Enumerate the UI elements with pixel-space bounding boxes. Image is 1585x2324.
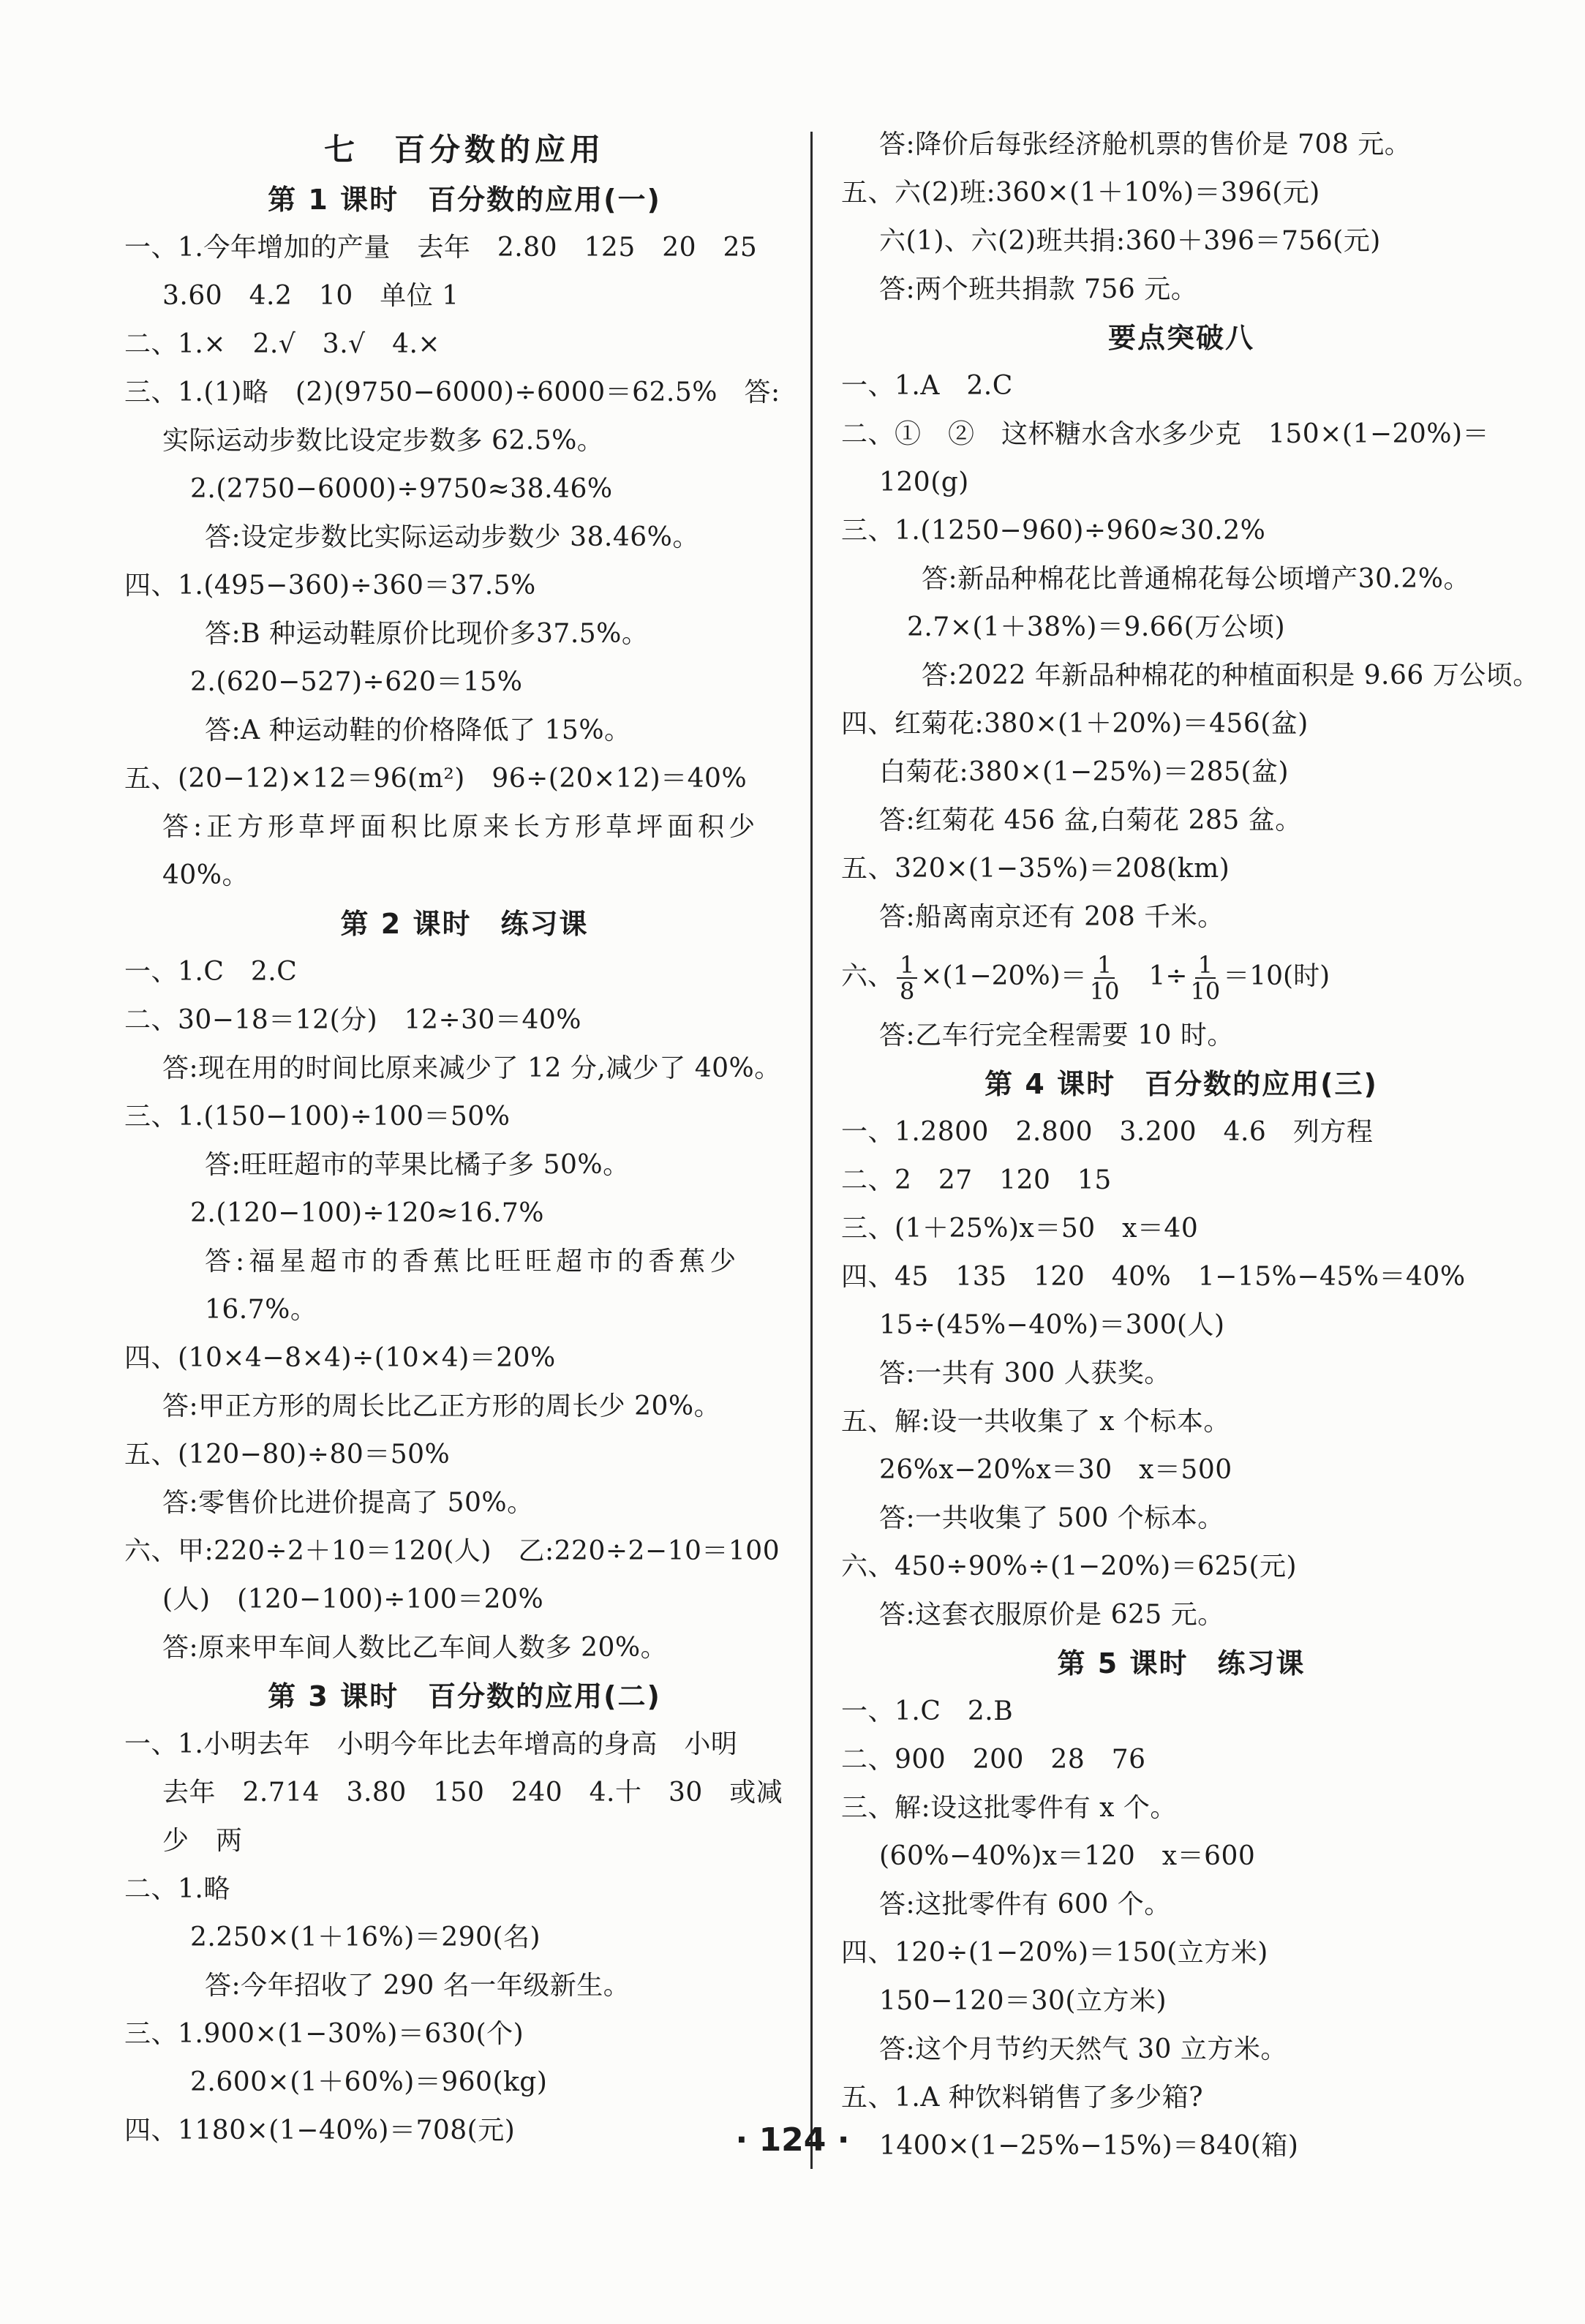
answer-line: 答:旺旺超市的苹果比橘子多 50%。	[205, 1150, 630, 1180]
expression-text: ＝10(时)	[1223, 961, 1330, 991]
answer-line: 3.60 4.2 10 单位 1	[162, 281, 459, 311]
answer-line: 一、1.A 2.C	[841, 371, 1013, 401]
fraction-denominator: 8	[900, 977, 915, 1005]
question-number: 六、	[841, 961, 895, 991]
answer-line: 五、解:设一共收集了 x 个标本。	[841, 1407, 1230, 1437]
answer-line: 一、1.今年增加的产量 去年 2.80 125 20 25	[124, 233, 758, 263]
answer-line: 2.600×(1＋60%)＝960(kg)	[190, 2067, 548, 2097]
answer-line: 答:船离南京还有 208 千米。	[879, 902, 1224, 932]
answer-line: 五、320×(1−35%)＝208(km)	[841, 854, 1230, 884]
answer-line: 四、1180×(1−40%)＝708(元)	[124, 2116, 516, 2146]
left-column	[124, 124, 805, 2155]
answer-line: 答:甲正方形的周长比乙正方形的周长少 20%。	[162, 1391, 721, 1421]
fraction-numerator: 1	[1094, 952, 1115, 979]
section-title: 第 3 课时 百分数的应用(二)	[268, 1680, 661, 1712]
answer-line: (60%−40%)x＝120 x＝600	[879, 1841, 1256, 1871]
fraction	[897, 952, 917, 1004]
answer-line: 五、六(2)班:360×(1＋10%)＝396(元)	[841, 178, 1320, 208]
answer-line: 2.(120−100)÷120≈16.7%	[190, 1198, 544, 1228]
answer-line: 二、1.略	[124, 1874, 230, 1904]
answer-line: 答:红菊花 456 盆,白菊花 285 盆。	[879, 805, 1302, 835]
answer-line: 答:设定步数比实际运动步数少 38.46%。	[205, 522, 699, 552]
fraction	[1191, 952, 1221, 1004]
answer-line: 一、1.小明去年 小明今年比去年增高的身高 小明	[124, 1729, 738, 1759]
column-divider	[810, 132, 813, 2169]
answer-line: (人) (120−100)÷100＝20%	[162, 1584, 544, 1614]
answer-line: 六(1)、六(2)班共捐:360＋396＝756(元)	[879, 226, 1381, 256]
answer-line: 答:乙车行完全程需要 10 时。	[879, 1020, 1234, 1050]
answer-line: 答:B 种运动鞋原价比现价多37.5%。	[205, 619, 649, 649]
expression-text: ×(1−20%)＝	[920, 961, 1087, 991]
answer-line: 答:原来甲车间人数比乙车间人数多 20%。	[162, 1633, 668, 1663]
answer-line: 二、2 27 120 15	[841, 1165, 1112, 1195]
answer-line: 三、解:设这批零件有 x 个。	[841, 1793, 1177, 1823]
answer-line: 二、30−18＝12(分) 12÷30＝40%	[124, 1005, 581, 1035]
answer-line: 答:这套衣服原价是 625 元。	[879, 1600, 1224, 1630]
answer-line: 120(g)	[879, 467, 969, 497]
page-number: · 124 ·	[735, 2121, 850, 2159]
answer-line: 2.250×(1＋16%)＝290(名)	[190, 1922, 541, 1952]
fraction-denominator: 10	[1089, 977, 1120, 1005]
answer-line: 去年 2.714 3.80 150 240 4.十 30 或减	[162, 1778, 783, 1808]
fraction	[1090, 952, 1120, 1004]
answer-line: 少 两	[162, 1826, 243, 1856]
answer-line: 四、(10×4−8×4)÷(10×4)＝20%	[124, 1343, 556, 1373]
answer-line: 答:这个月节约天然气 30 立方米。	[879, 2034, 1287, 2064]
answer-line: 答:正方形草坪面积比原来长方形草坪面积少	[162, 812, 760, 842]
answer-line: 150−120＝30(立方米)	[879, 1986, 1167, 2016]
answer-line: 六、450÷90%÷(1−20%)＝625(元)	[841, 1552, 1298, 1582]
answer-line: 答:2022 年新品种棉花的种植面积是 9.66 万公顷。	[922, 661, 1540, 691]
answer-line: 16.7%。	[205, 1295, 317, 1325]
answer-line: 答:零售价比进价提高了 50%。	[162, 1488, 534, 1518]
answer-line: 2.(2750−6000)÷9750≈38.46%	[190, 474, 613, 504]
right-column	[841, 121, 1540, 2170]
answer-line: 答:今年招收了 290 名一年级新生。	[205, 1971, 630, 2001]
answer-line: 答:这批零件有 600 个。	[879, 1889, 1171, 1919]
fraction-numerator: 1	[1195, 952, 1216, 979]
section-title: 第 2 课时 练习课	[340, 908, 589, 940]
answer-line: 三、(1＋25%)x＝50 x＝40	[841, 1214, 1199, 1244]
answer-line: 26%x−20%x＝30 x＝500	[879, 1455, 1232, 1485]
answer-line	[841, 941, 1521, 1012]
section-title: 第 4 课时 百分数的应用(三)	[984, 1068, 1378, 1100]
expression-text: 1÷	[1122, 961, 1188, 991]
answer-line: 40%。	[162, 860, 249, 890]
answer-line: 三、1.(150−100)÷100＝50%	[124, 1102, 511, 1132]
answer-line: 答:现在用的时间比原来减少了 12 分,减少了 40%。	[162, 1053, 781, 1083]
answer-line: 三、1.(1)略 (2)(9750−6000)÷6000＝62.5% 答:	[124, 377, 780, 407]
answer-line: 答:福星超市的香蕉比旺旺超市的香蕉少	[205, 1246, 741, 1276]
answer-line: 四、1.(495−360)÷360＝37.5%	[124, 571, 536, 601]
answer-line: 1400×(1−25%−15%)＝840(箱)	[879, 2131, 1299, 2161]
answer-line: 二、900 200 28 76	[841, 1745, 1146, 1775]
section-title: 第 5 课时 练习课	[1057, 1647, 1306, 1680]
answer-line: 五、1.A 种饮料销售了多少箱?	[841, 2083, 1204, 2113]
section-title: 第 1 课时 百分数的应用(一)	[268, 184, 661, 216]
answer-line: 2.7×(1＋38%)＝9.66(万公顷)	[907, 612, 1286, 642]
answer-line: 四、红菊花:380×(1＋20%)＝456(盆)	[841, 709, 1309, 739]
answer-line: 二、① ② 这杯糖水含水多少克 150×(1−20%)＝	[841, 419, 1490, 449]
fraction-numerator: 1	[897, 952, 917, 979]
answer-line: 六、甲:220÷2＋10＝120(人) 乙:220÷2−10＝100	[124, 1536, 780, 1566]
answer-line: 答:A 种运动鞋的价格降低了 15%。	[205, 715, 631, 745]
answer-line: 三、1.(1250−960)÷960≈30.2%	[841, 516, 1266, 546]
answer-line: 一、1.C 2.C	[124, 957, 298, 987]
answer-line: 三、1.900×(1−30%)＝630(个)	[124, 2019, 524, 2049]
answer-line: 答:新品种棉花比普通棉花每公顷增产30.2%。	[922, 564, 1470, 594]
answer-line: 二、1.× 2.√ 3.√ 4.×	[124, 329, 441, 359]
fraction-denominator: 10	[1190, 977, 1221, 1005]
answer-line: 四、120÷(1−20%)＝150(立方米)	[841, 1938, 1268, 1968]
answer-line: 一、1.2800 2.800 3.200 4.6 列方程	[841, 1117, 1374, 1147]
answer-line: 四、45 135 120 40% 1−15%−45%＝40%	[841, 1262, 1466, 1292]
answer-line: 答:两个班共捐款 756 元。	[879, 274, 1198, 304]
answer-line: 实际运动步数比设定步数多 62.5%。	[162, 426, 604, 456]
answer-line: 2.(620−527)÷620＝15%	[190, 667, 523, 697]
answer-line: 15÷(45%−40%)＝300(人)	[879, 1310, 1225, 1340]
answer-line: 白菊花:380×(1−25%)＝285(盆)	[879, 757, 1289, 787]
answer-line: 一、1.C 2.B	[841, 1696, 1014, 1726]
chapter-title: 七 百分数的应用	[323, 132, 605, 168]
answer-line: 答:一共收集了 500 个标本。	[879, 1503, 1224, 1533]
answer-line: 五、(20−12)×12＝96(m²) 96÷(20×12)＝40%	[124, 764, 748, 794]
answer-line: 五、(120−80)÷80＝50%	[124, 1440, 451, 1470]
answer-line: 答:一共有 300 人获奖。	[879, 1358, 1171, 1388]
section-title: 要点突破八	[1107, 322, 1254, 354]
answer-line: 答:降价后每张经济舱机票的售价是 708 元。	[879, 129, 1412, 159]
